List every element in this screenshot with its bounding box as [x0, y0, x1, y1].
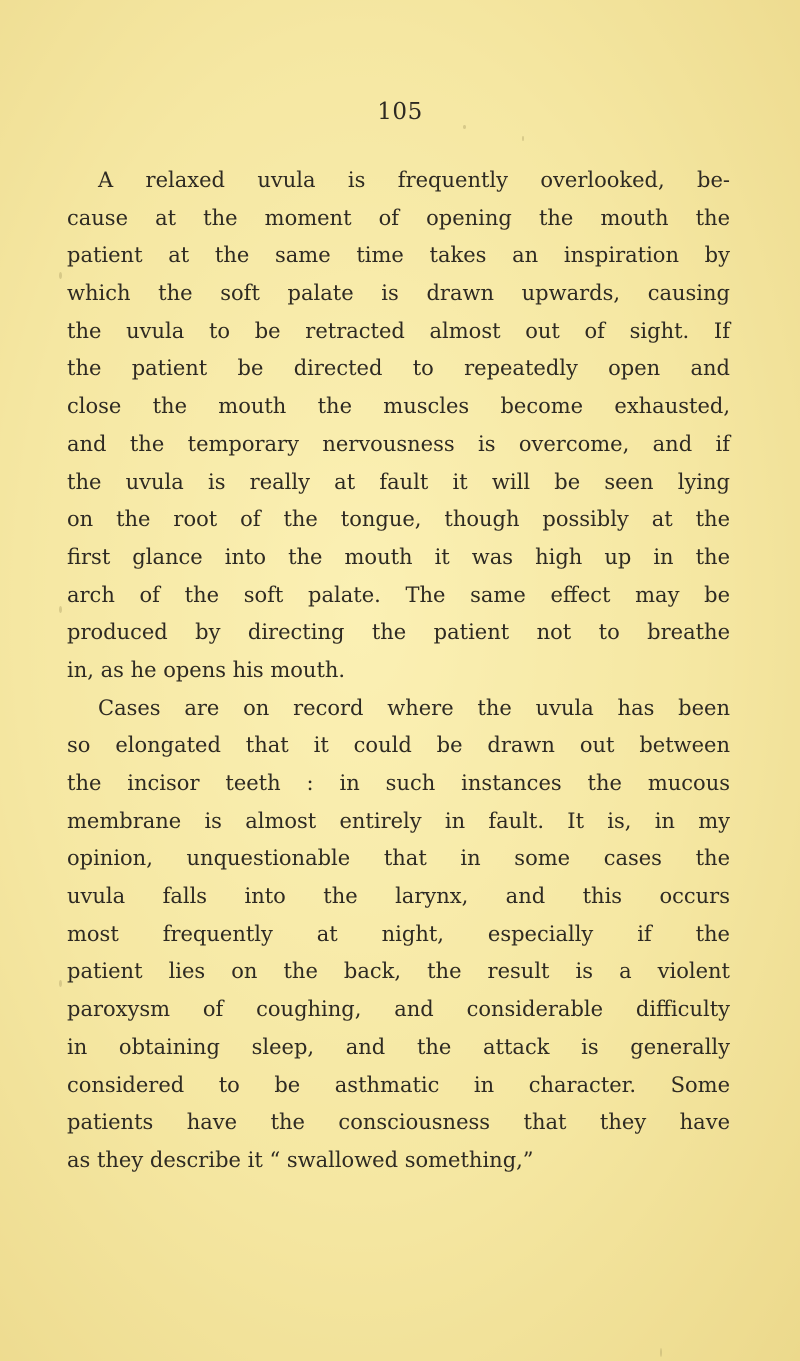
text-line: in obtaining sleep, and the attack is generally	[67, 1034, 730, 1059]
paper-speck	[59, 272, 62, 279]
text-line: arch of the soft palate. The same effect may be	[67, 582, 730, 607]
text-line: patient at the same time takes an inspiration by	[67, 243, 730, 268]
text-line: cause at the moment of opening the mouth the	[67, 205, 730, 230]
paper-speck	[59, 980, 62, 987]
text-line: so elongated that it could be drawn out between	[67, 733, 730, 758]
text-line: opinion, unquestionable that in some cases the	[67, 846, 730, 871]
text-line: patient lies on the back, the result is a violent	[67, 959, 730, 984]
text-line: considered to be asthmatic in character. Some	[67, 1072, 730, 1097]
paragraph-2	[67, 690, 730, 1180]
text-line: produced by directing the patient not to breathe	[67, 620, 730, 645]
text-line: and the temporary nervousness is overcome, and if	[67, 431, 730, 456]
text-line: the uvula is really at fault it will be seen lying	[67, 469, 730, 494]
text-line: membrane is almost entirely in fault. It is, in my	[67, 808, 730, 833]
text-line: the patient be directed to repeatedly open and	[67, 356, 730, 381]
text-line: as they describe it “ swallowed something,”	[67, 1147, 534, 1172]
paper-speck	[59, 606, 62, 613]
paper-speck	[522, 136, 524, 141]
text-line: A relaxed uvula is frequently overlooked, be-	[98, 168, 730, 192]
text-line: most frequently at night, especially if the	[67, 921, 730, 946]
paragraph-1	[67, 162, 730, 690]
paper-speck	[463, 125, 466, 129]
text-line: the incisor teeth : in such instances the mucous	[67, 771, 730, 795]
text-line: first glance into the mouth it was high up in the	[67, 544, 730, 569]
text-line: Cases are on record where the uvula has been	[98, 695, 730, 720]
text-line: close the mouth the muscles become exhausted,	[67, 394, 730, 419]
text-line: the uvula to be retracted almost out of sight. If	[67, 318, 730, 343]
text-line: patients have the consciousness that they have	[67, 1110, 730, 1135]
text-line: in, as he opens his mouth.	[67, 657, 346, 682]
paper-speck	[660, 1348, 662, 1357]
text-line: paroxysm of coughing, and considerable difficulty	[67, 997, 730, 1022]
body-text	[67, 162, 730, 1180]
page-number: 105	[377, 99, 423, 125]
text-line: on the root of the tongue, though possibly at the	[67, 507, 730, 532]
text-line: uvula falls into the larynx, and this occurs	[67, 884, 730, 909]
text-line: which the soft palate is drawn upwards, causing	[67, 281, 730, 306]
